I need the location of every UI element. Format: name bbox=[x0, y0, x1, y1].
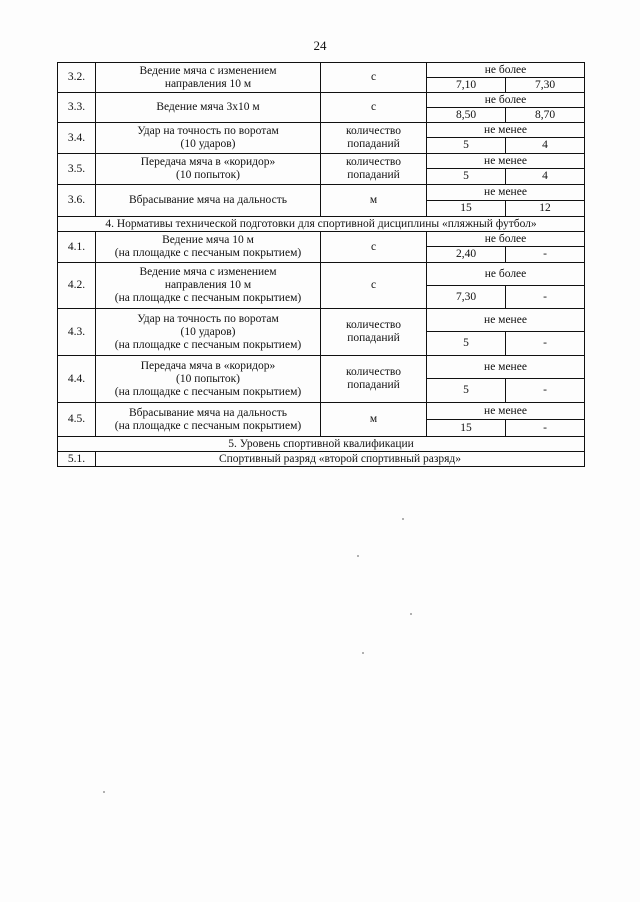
section-5-title: 5. Уровень спортивной квалификации bbox=[58, 437, 585, 452]
value-2: 4 bbox=[506, 169, 585, 185]
row-number: 3.6. bbox=[58, 185, 96, 217]
condition: не менее bbox=[427, 309, 585, 332]
section-row bbox=[58, 217, 585, 232]
text-line: Ведение мяча 10 м bbox=[162, 234, 254, 246]
exercise-name bbox=[96, 154, 321, 185]
row-number: 3.5. bbox=[58, 154, 96, 185]
unit bbox=[321, 185, 427, 217]
value-1: 5 bbox=[427, 169, 506, 185]
row-number: 3.4. bbox=[58, 123, 96, 154]
text-line: количество bbox=[346, 125, 401, 137]
exercise-name bbox=[96, 309, 321, 356]
text-line: (10 ударов) bbox=[180, 325, 236, 338]
text-line: направления 10 м bbox=[164, 77, 252, 90]
text-line: Вбрасывание мяча на дальность bbox=[129, 406, 287, 419]
table-row bbox=[58, 93, 585, 108]
exercise-name bbox=[96, 185, 321, 217]
norms-table bbox=[57, 62, 585, 467]
value-1: 5 bbox=[427, 332, 506, 356]
text-line: Вбрасывание мяча на дальность bbox=[129, 194, 287, 206]
exercise-name bbox=[96, 123, 321, 154]
qualification-text: Спортивный разряд «второй спортивный разряд» bbox=[96, 452, 585, 467]
value-1: 7,30 bbox=[427, 286, 506, 309]
row-number: 3.3. bbox=[58, 93, 96, 123]
scan-speck bbox=[402, 518, 404, 520]
condition: не более bbox=[427, 263, 585, 286]
row-number: 4.5. bbox=[58, 403, 96, 437]
condition: не более bbox=[427, 93, 585, 108]
row-number: 4.3. bbox=[58, 309, 96, 356]
text-line: с bbox=[370, 240, 377, 253]
text-line: количество bbox=[346, 319, 401, 331]
text-line: Ведение мяча с изменением bbox=[139, 64, 277, 77]
text-line: м bbox=[369, 194, 378, 206]
value-1: 5 bbox=[427, 379, 506, 403]
text-line: Передача мяча в «коридор» bbox=[140, 359, 276, 372]
section-4-title: 4. Нормативы технической подготовки для спортивной дисциплины «пляжный футбол» bbox=[58, 217, 585, 232]
table-row bbox=[58, 403, 585, 420]
exercise-name bbox=[96, 63, 321, 93]
text-line: (на площадке с песчаным покрытием) bbox=[114, 292, 302, 304]
unit bbox=[321, 93, 427, 123]
value-2: - bbox=[506, 247, 585, 263]
scan-speck bbox=[357, 555, 359, 557]
row-number: 4.1. bbox=[58, 232, 96, 263]
condition: не менее bbox=[427, 185, 585, 201]
unit bbox=[321, 154, 427, 185]
unit bbox=[321, 123, 427, 154]
exercise-name bbox=[96, 232, 321, 263]
exercise-name bbox=[96, 356, 321, 403]
value-2: - bbox=[506, 379, 585, 403]
table-row bbox=[58, 452, 585, 467]
condition: не более bbox=[427, 63, 585, 78]
value-1: 15 bbox=[427, 420, 506, 437]
row-number: 4.2. bbox=[58, 263, 96, 309]
text-line: количество bbox=[346, 156, 401, 168]
exercise-name bbox=[96, 403, 321, 437]
section-row bbox=[58, 437, 585, 452]
unit bbox=[321, 63, 427, 93]
condition: не более bbox=[427, 232, 585, 247]
condition: не менее bbox=[427, 356, 585, 379]
unit bbox=[321, 263, 427, 309]
text-line: (10 попыток) bbox=[175, 169, 241, 181]
unit bbox=[321, 356, 427, 403]
exercise-name bbox=[96, 263, 321, 309]
row-number: 3.2. bbox=[58, 63, 96, 93]
condition: не менее bbox=[427, 123, 585, 138]
text-line: Ведение мяча с изменением bbox=[139, 266, 277, 278]
value-1: 5 bbox=[427, 138, 506, 154]
unit bbox=[321, 232, 427, 263]
value-2: 8,70 bbox=[506, 108, 585, 123]
page-number: 24 bbox=[313, 38, 327, 53]
table-row bbox=[58, 232, 585, 247]
scan-speck bbox=[362, 652, 364, 654]
text-line: попаданий bbox=[347, 379, 400, 391]
value-1: 7,10 bbox=[427, 78, 506, 93]
table-row bbox=[58, 263, 585, 286]
value-2: - bbox=[506, 286, 585, 309]
text-line: с bbox=[370, 279, 377, 291]
condition: не менее bbox=[427, 403, 585, 420]
text-line: попаданий bbox=[347, 332, 400, 344]
text-line: (10 ударов) bbox=[180, 138, 236, 150]
text-line: (на площадке с песчаным покрытием) bbox=[114, 247, 302, 259]
text-line: (на площадке с песчаным покрытием) bbox=[114, 385, 302, 398]
text-line: (10 попыток) bbox=[175, 372, 241, 385]
value-1: 8,50 bbox=[427, 108, 506, 123]
text-line: Удар на точность по воротам bbox=[137, 312, 279, 325]
table-row bbox=[58, 309, 585, 332]
text-line: (на площадке с песчаным покрытием) bbox=[114, 419, 302, 432]
value-1: 15 bbox=[427, 201, 506, 217]
table-row bbox=[58, 356, 585, 379]
text-line: Ведение мяча 3х10 м bbox=[156, 101, 260, 113]
unit bbox=[321, 403, 427, 437]
text-line: направления 10 м bbox=[164, 279, 252, 291]
condition: не менее bbox=[427, 154, 585, 169]
table-row bbox=[58, 123, 585, 138]
text-line: с bbox=[370, 71, 377, 83]
value-1: 2,40 bbox=[427, 247, 506, 263]
value-2: 12 bbox=[506, 201, 585, 217]
table-row bbox=[58, 63, 585, 78]
table-row bbox=[58, 185, 585, 201]
table-row bbox=[58, 154, 585, 169]
text-line: попаданий bbox=[347, 138, 400, 150]
text-line: попаданий bbox=[347, 169, 400, 181]
text-line: количество bbox=[346, 366, 401, 378]
text-line: Передача мяча в «коридор» bbox=[140, 156, 276, 168]
value-2: 7,30 bbox=[506, 78, 585, 93]
text-line: (на площадке с песчаным покрытием) bbox=[114, 338, 302, 351]
value-2: - bbox=[506, 332, 585, 356]
scan-speck bbox=[103, 791, 105, 793]
text-line: с bbox=[370, 101, 377, 113]
text-line: м bbox=[369, 413, 378, 425]
unit bbox=[321, 309, 427, 356]
scan-speck bbox=[410, 613, 412, 615]
row-number: 4.4. bbox=[58, 356, 96, 403]
text-line: Удар на точность по воротам bbox=[137, 125, 279, 137]
exercise-name bbox=[96, 93, 321, 123]
row-number: 5.1. bbox=[58, 452, 96, 467]
value-2: - bbox=[506, 420, 585, 437]
value-2: 4 bbox=[506, 138, 585, 154]
